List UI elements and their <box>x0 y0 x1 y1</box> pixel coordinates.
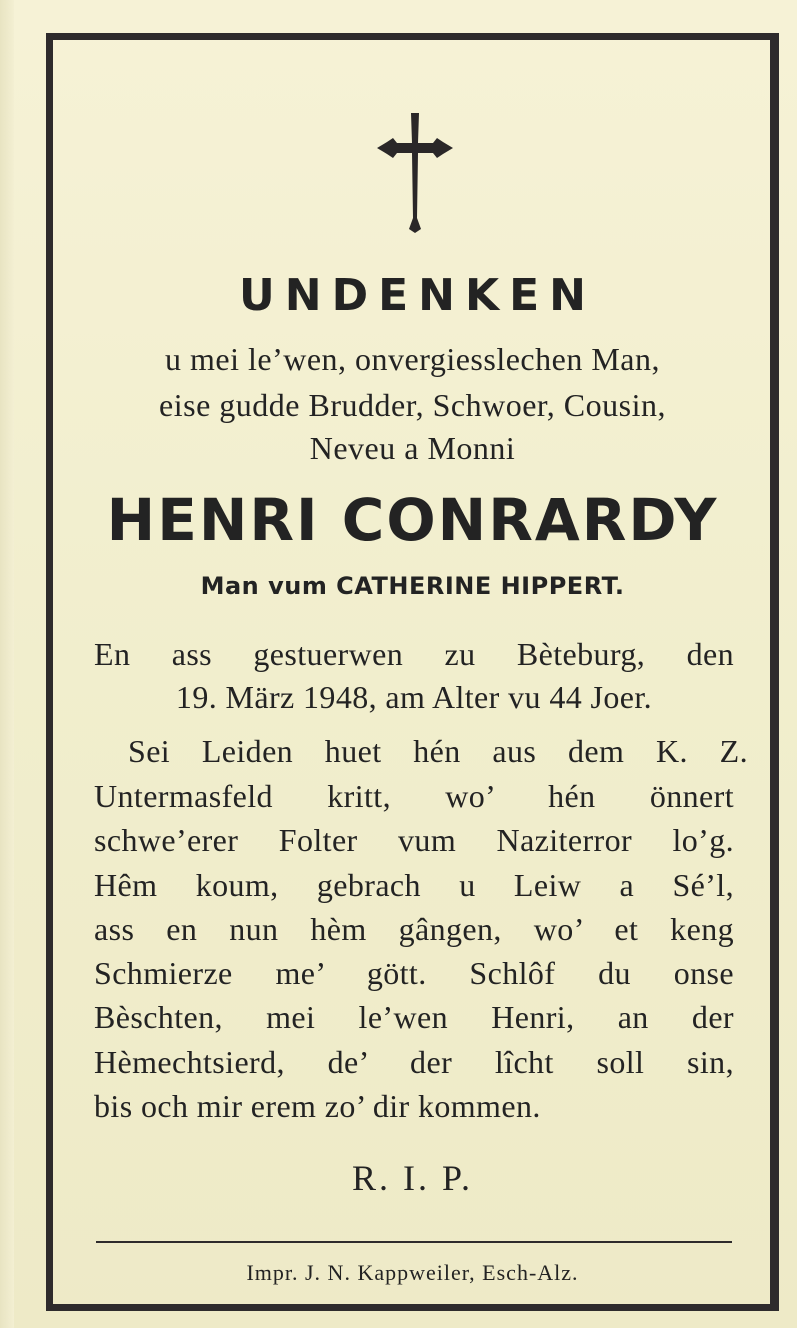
rip-text: R. I. P. <box>351 1158 474 1198</box>
text-line-4: Hêm koum, gebrach u Leiw a Sé’l, <box>94 867 734 903</box>
intro-line-3: Neveu a Monni <box>309 430 516 466</box>
text-line-9: bis och mir erem zo’ dir kommen. <box>94 1088 541 1124</box>
paper-edge <box>0 0 14 1328</box>
spouse-line: Man vum CATHERINE HIPPERT. <box>200 572 625 600</box>
death-line-2: 19. März 1948, am Alter vu 44 Joer. <box>175 679 653 715</box>
heading: UNDENKEN <box>239 270 596 321</box>
text-line-1: Sei Leiden huet hén aus dem K. Z. <box>128 733 748 769</box>
deceased-name: HENRI CONRARDY <box>106 486 719 554</box>
intro-line-2: eise gudde Brudder, Schwoer, Cousin, <box>159 387 666 423</box>
cross-icon <box>377 113 453 233</box>
divider-rule <box>96 1241 732 1243</box>
intro-line-1: u mei le’wen, onvergiesslechen Man, <box>165 341 660 377</box>
text-line-6: Schmierze me’ gött. Schlôf du onse <box>94 955 734 991</box>
text-line-3: schwe’erer Folter vum Naziterror lo’g. <box>94 822 734 858</box>
text-line-5: ass en nun hèm gângen, wo’ et keng <box>94 911 734 947</box>
text-line-8: Hèmechtsierd, de’ der lîcht soll sin, <box>94 1044 734 1080</box>
printer-credit: Impr. J. N. Kappweiler, Esch-Alz. <box>246 1260 579 1285</box>
death-line-1: En ass gestuerwen zu Bèteburg, den <box>94 636 734 672</box>
text-line-2: Untermasfeld kritt, wo’ hén önnert <box>94 778 734 814</box>
text-line-7: Bèschten, mei le’wen Henri, an der <box>94 999 734 1035</box>
